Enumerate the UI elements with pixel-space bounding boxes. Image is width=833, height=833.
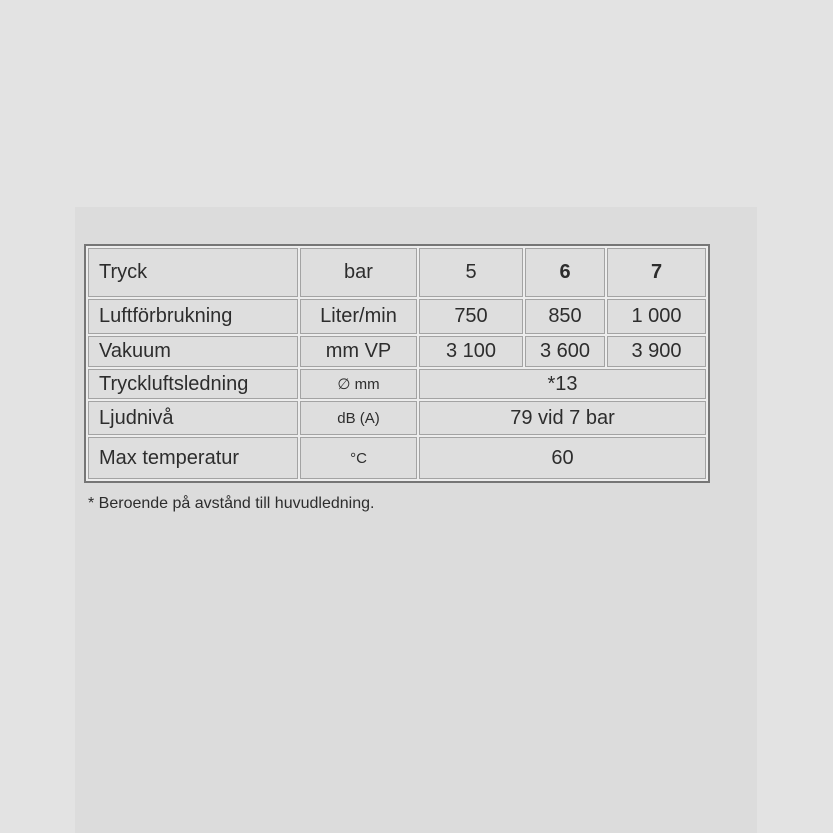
cell-value: 7: [607, 248, 706, 297]
row-label: Luftförbrukning: [88, 299, 298, 334]
row-unit: ∅ mm: [300, 369, 417, 399]
cell-value: 3 900: [607, 336, 706, 367]
cell-value: 3 100: [419, 336, 523, 367]
document-content-area: [75, 207, 757, 833]
row-unit: bar: [300, 248, 417, 297]
cell-value: 6: [525, 248, 605, 297]
row-label: Tryck: [88, 248, 298, 297]
cell-value-merged: *13: [419, 369, 706, 399]
row-label: Max temperatur: [88, 437, 298, 479]
spec-table: [84, 244, 710, 483]
cell-value: 850: [525, 299, 605, 334]
table-row: [88, 299, 706, 334]
table-row: [88, 336, 706, 367]
table-row: [88, 401, 706, 435]
footnote: * Beroende på avstånd till huvudledning.: [88, 495, 375, 512]
table-row: [88, 248, 706, 297]
cell-value: 3 600: [525, 336, 605, 367]
table-row: [88, 369, 706, 399]
table-row: [88, 437, 706, 479]
row-unit: °C: [300, 437, 417, 479]
cell-value: 1 000: [607, 299, 706, 334]
cell-value-merged: 79 vid 7 bar: [419, 401, 706, 435]
row-unit: mm VP: [300, 336, 417, 367]
cell-value: 750: [419, 299, 523, 334]
cell-value-merged: 60: [419, 437, 706, 479]
cell-value: 5: [419, 248, 523, 297]
row-label: Tryckluftsledning: [88, 369, 298, 399]
row-label: Vakuum: [88, 336, 298, 367]
row-label: Ljudnivå: [88, 401, 298, 435]
row-unit: Liter/min: [300, 299, 417, 334]
row-unit: dB (A): [300, 401, 417, 435]
